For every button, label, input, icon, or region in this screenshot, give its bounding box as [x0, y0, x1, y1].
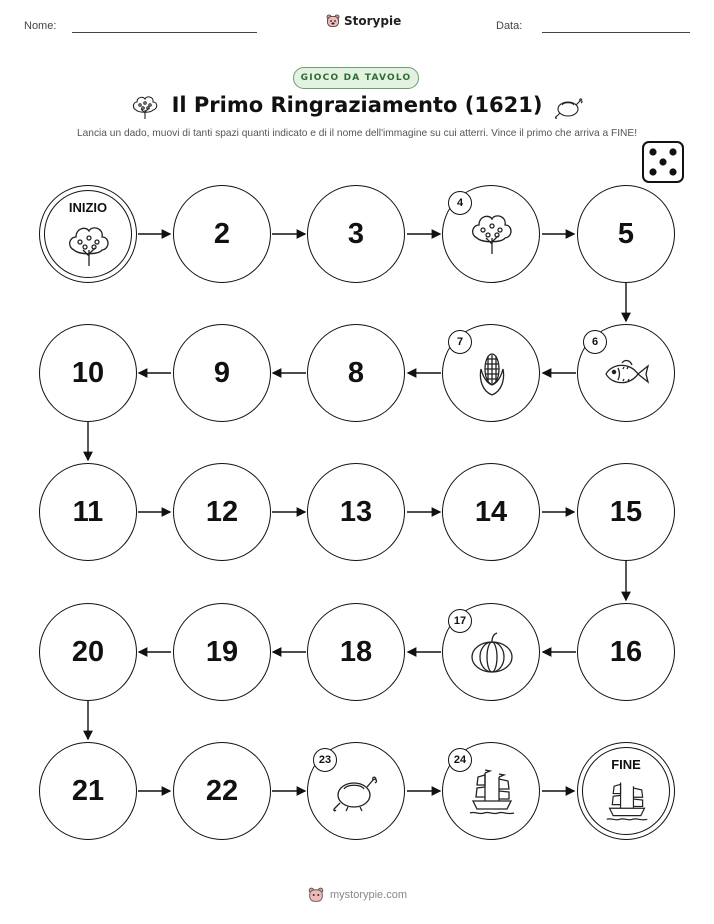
space-number: 21: [71, 774, 105, 807]
ship-icon: [604, 777, 650, 823]
board-space-3[interactable]: [307, 185, 405, 283]
board-space-5[interactable]: [577, 185, 675, 283]
board-space-9[interactable]: [173, 324, 271, 422]
space-badge-4: 4: [448, 191, 472, 215]
turkey-icon: [332, 767, 382, 817]
page-title: Il Primo Ringraziamento (1621): [171, 93, 543, 117]
footer: [308, 887, 407, 903]
footer-url[interactable]: mystorypie.com: [330, 889, 408, 901]
space-number: 18: [339, 635, 373, 668]
space-badge-7: 7: [448, 330, 472, 354]
board-space-finish[interactable]: [577, 742, 675, 840]
ship-icon: [467, 767, 517, 817]
board-space-16[interactable]: [577, 603, 675, 701]
space-badge-6: 6: [583, 330, 607, 354]
space-number: 5: [617, 217, 635, 250]
space-number: 9: [213, 356, 231, 389]
board-space-19[interactable]: [173, 603, 271, 701]
space-badge-23: 23: [313, 748, 337, 772]
board-space-10[interactable]: [39, 324, 137, 422]
space-number: 13: [339, 495, 373, 528]
space-badge-17: 17: [448, 609, 472, 633]
space-number: 11: [72, 495, 104, 528]
pumpkin-icon: [467, 628, 517, 678]
instructions: Lancia un dado, muovi di tanti spazi quanti indicato e di il nome dell'immagine su cui atterri. Vince il primo che arriva a FINE!: [76, 128, 638, 139]
space-number: 20: [71, 635, 105, 668]
space-number: 16: [609, 635, 643, 668]
date-label: Data:: [496, 20, 523, 32]
board-space-20[interactable]: [39, 603, 137, 701]
fish-icon: [602, 349, 652, 399]
space-number: 3: [347, 217, 365, 250]
board-space-2[interactable]: [173, 185, 271, 283]
space-badge-24: 24: [448, 748, 472, 772]
board-space-15[interactable]: [577, 463, 675, 561]
board-space-12[interactable]: [173, 463, 271, 561]
board-space-21[interactable]: [39, 742, 137, 840]
storypie-logo-icon: [308, 887, 324, 903]
board-space-start[interactable]: [39, 185, 137, 283]
board-space-13[interactable]: [307, 463, 405, 561]
tree-icon: [64, 220, 114, 270]
board-space-14[interactable]: [442, 463, 540, 561]
board-space-8[interactable]: [307, 324, 405, 422]
finish-label: FINE: [611, 757, 641, 772]
corn-icon: [467, 349, 517, 399]
space-number: 22: [205, 774, 239, 807]
space-number: 15: [609, 495, 643, 528]
board-space-11[interactable]: [39, 463, 137, 561]
space-number: 12: [205, 495, 239, 528]
space-number: 19: [205, 635, 239, 668]
space-number: 10: [71, 356, 105, 389]
start-label: INIZIO: [68, 200, 108, 215]
space-number: 2: [213, 217, 231, 250]
space-number: 14: [474, 495, 508, 528]
category-badge: GIOCO DA TAVOLO: [293, 67, 419, 89]
space-number: 8: [347, 356, 365, 389]
brand-name: Storypie: [344, 14, 402, 28]
board-space-18[interactable]: [307, 603, 405, 701]
tree-icon: [467, 208, 517, 258]
name-label: Nome:: [24, 20, 57, 32]
board-space-22[interactable]: [173, 742, 271, 840]
